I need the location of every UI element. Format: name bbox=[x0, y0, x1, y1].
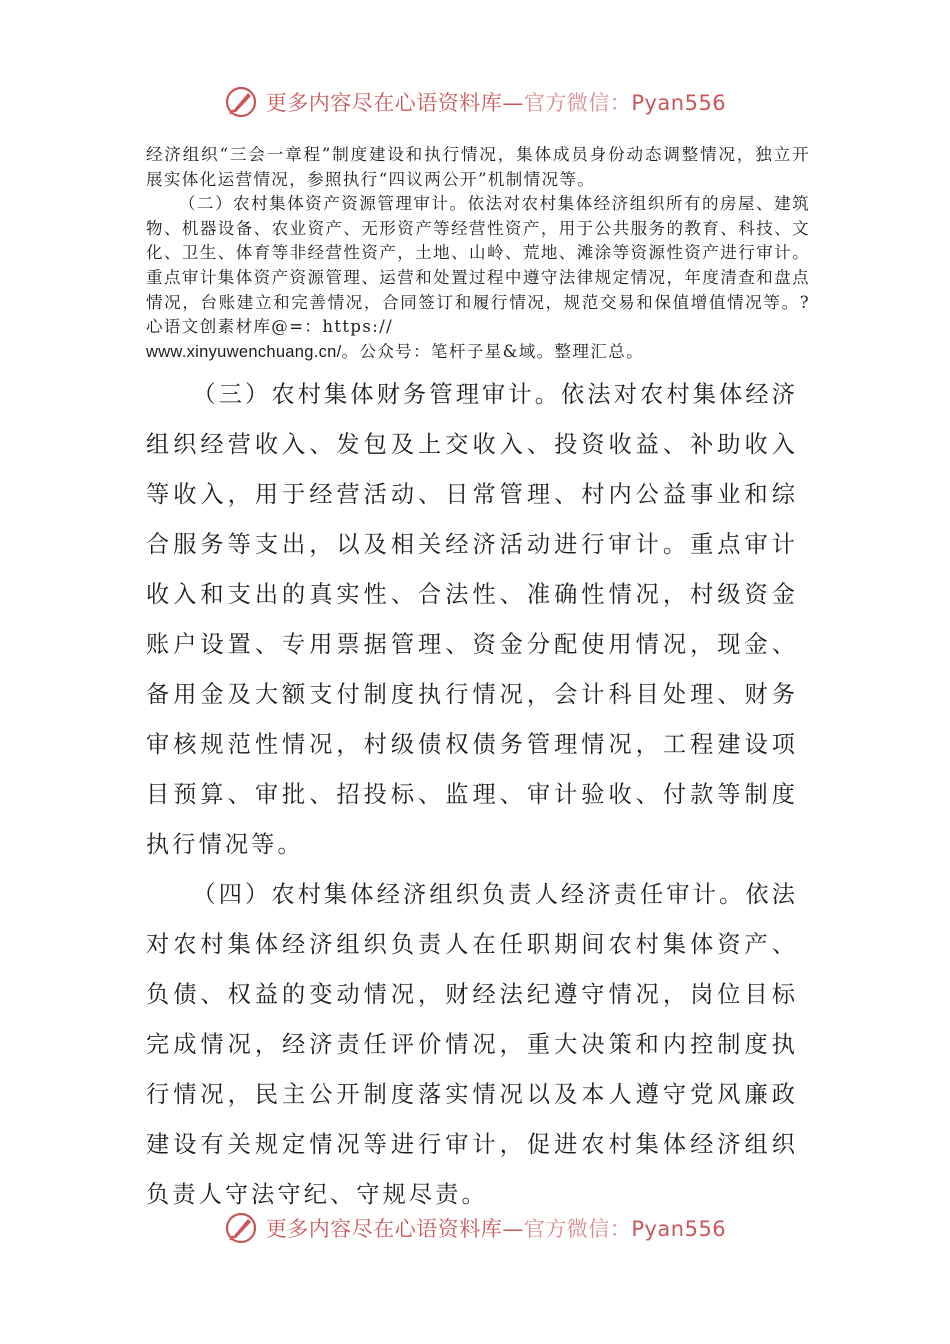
banner-site-text: 更多内容尽在心语资料库 bbox=[265, 91, 503, 115]
banner-wechat-id: Pyan556 bbox=[631, 1217, 727, 1241]
paragraph-source-note bbox=[146, 340, 810, 365]
header-watermark-banner bbox=[0, 80, 950, 124]
paragraph-asset-audit: （二）农村集体资产资源管理审计。依法对农村集体经济组织所有的房屋、建筑物、机器设备、农业资产、无形资产等经营性资产，用于公共服务的教育、科技、文化、卫生、体育等非经营性资产，土地、山岭、荒地、滩涂等资源性资产进行审计。重点审计集体资产资源管理、运营和处置过程中遵守法律规定情况，年度清查和盘点情况，台账建立和完善情况，合同签订和履行情况，规范交易和保值增值情况等。?心语文创素材库@=：https:// bbox=[146, 194, 810, 337]
banner-site-text: 更多内容尽在心语资料库 bbox=[265, 1217, 503, 1241]
large-text-section bbox=[146, 370, 798, 1220]
paragraph-leader-audit: （四）农村集体经济组织负责人经济责任审计。依法对农村集体经济组织负责人在任职期间农村集体资产、负债、权益的变动情况，财经法纪遵守情况，岗位目标完成情况，经济责任评价情况，重大决策和内控制度执行情况，民主公开制度落实情况以及本人遵守党风廉政建设有关规定情况等进行审计，促进农村集体经济组织负责人守法守纪、守规尽责。 bbox=[146, 881, 798, 1208]
banner-wechat-label: 官方微信： bbox=[523, 91, 632, 115]
small-text-section bbox=[146, 143, 810, 364]
footer-watermark-banner bbox=[0, 1206, 950, 1250]
paragraph-continuation: 经济组织“三会一章程”制度建设和执行情况，集体成员身份动态调整情况，独立开展实体化运营情况，参照执行“四议两公开”机制情况等。 bbox=[146, 145, 810, 189]
quill-pen-logo-icon bbox=[224, 85, 258, 119]
paragraph-finance-audit: （三）农村集体财务管理审计。依法对农村集体经济组织经营收入、发包及上交收入、投资收益、补助收入等收入，用于经营活动、日常管理、村内公益事业和综合服务等支出，以及相关经济活动进行审计。重点审计收入和支出的真实性、合法性、准确性情况，村级资金账户设置、专用票据管理、资金分配使用情况，现金、备用金及大额支付制度执行情况，会计科目处理、财务审核规范性情况，村级债权债务管理情况，工程建设项目预算、审批、招投标、监理、审计验收、付款等制度执行情况等。 bbox=[146, 381, 798, 858]
source-url: www.xinyuwenchuang.cn/ bbox=[146, 342, 342, 361]
banner-wechat-id: Pyan556 bbox=[631, 91, 727, 115]
source-note-text: 。公众号：笔杆子星&域。整理汇总。 bbox=[341, 341, 645, 361]
banner-separator: — bbox=[502, 1217, 524, 1241]
quill-pen-logo-icon bbox=[224, 1211, 258, 1245]
banner-wechat-label: 官方微信： bbox=[523, 1217, 632, 1241]
banner-separator: — bbox=[502, 91, 524, 115]
